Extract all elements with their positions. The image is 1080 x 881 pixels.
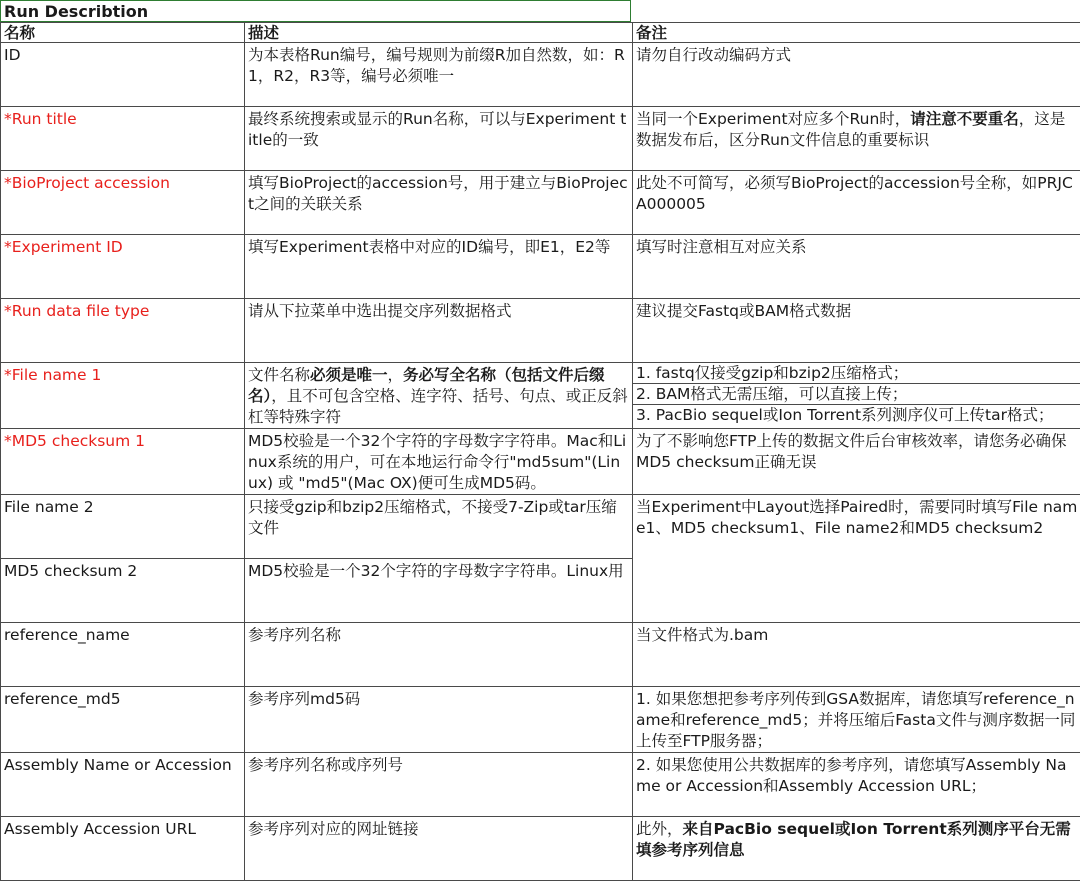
- cell-note[interactable]: [633, 107, 1080, 171]
- cell-text: 为本表格Run编号，编号规则为前缀R加自然数，如：R1，R2，R3等，编号必须唯一: [248, 46, 625, 85]
- cell-text: ，且不可包含空格、连字符、括号、句点、或正反斜杠等特殊字符: [248, 387, 628, 426]
- cell-name[interactable]: *Run title: [1, 107, 245, 171]
- table-row: [1, 687, 1080, 753]
- table-row: [1, 753, 1080, 817]
- sheet-title[interactable]: Run Describtion: [0, 0, 631, 22]
- cell-text: 参考序列对应的网址链接: [248, 820, 419, 838]
- emphasis-text: 来自PacBio sequel或Ion Torrent系列测序平台无需填参考序列信息: [636, 820, 1071, 859]
- emphasis-text: 务必写全名称（包括文件后缀名）: [248, 366, 605, 405]
- cell-text: 当同一个Experiment对应多个Run时，: [636, 110, 910, 128]
- cell-text: MD5校验是一个32个字符的字母数字字符串。Mac和Linux系统的用户，可在本地运行命令行"md5sum"(Linux) 或 "md5"(Mac OX)便可生成MD5码。: [248, 432, 626, 492]
- table-body: [1, 43, 1080, 881]
- note-line: 1. fastq仅接受gzip和bzip2压缩格式；: [633, 363, 1080, 384]
- header-note[interactable]: 备注: [633, 23, 1080, 43]
- run-description-table: [0, 22, 1080, 881]
- cell-note[interactable]: [633, 495, 1080, 623]
- cell-description[interactable]: [245, 623, 633, 687]
- cell-name[interactable]: *Experiment ID: [1, 235, 245, 299]
- cell-text: 当Experiment中Layout选择Paired时，需要同时填写File name1、MD5 checksum1、File name2和MD5 checksum2: [636, 498, 1077, 537]
- header-name[interactable]: 名称: [1, 23, 245, 43]
- cell-text: 请勿自行改动编码方式: [636, 46, 791, 64]
- table-row: [1, 495, 1080, 559]
- cell-note[interactable]: [633, 363, 1080, 429]
- table-row: [1, 107, 1080, 171]
- cell-name[interactable]: Assembly Name or Accession: [1, 753, 245, 817]
- cell-text: 只接受gzip和bzip2压缩格式，不接受7-Zip或tar压缩文件: [248, 498, 617, 537]
- cell-name[interactable]: File name 2: [1, 495, 245, 559]
- cell-text: 建议提交Fastq或BAM格式数据: [636, 302, 851, 320]
- emphasis-text: 必须是唯一: [310, 366, 388, 384]
- cell-text: ，这是数据发布后，区分Run文件信息的重要标识: [636, 110, 1065, 149]
- table-row: [1, 429, 1080, 495]
- cell-note[interactable]: [633, 235, 1080, 299]
- note-line: 2. BAM格式无需压缩，可以直接上传；: [633, 384, 1080, 405]
- header-row: [1, 23, 1080, 43]
- note-line: 3. PacBio sequel或Ion Torrent系列测序仪可上传tar格式；: [636, 405, 1079, 426]
- cell-name[interactable]: *Run data file type: [1, 299, 245, 363]
- cell-description[interactable]: [245, 107, 633, 171]
- cell-text: 请从下拉菜单中选出提交序列数据格式: [248, 302, 512, 320]
- cell-description[interactable]: [245, 429, 633, 495]
- cell-description[interactable]: [245, 495, 633, 559]
- cell-description[interactable]: [245, 363, 633, 429]
- cell-note[interactable]: [633, 299, 1080, 363]
- table-row: [1, 171, 1080, 235]
- table-row: [1, 817, 1080, 881]
- cell-text: MD5校验是一个32个字符的字母数字字符串。Linux用: [248, 562, 624, 580]
- cell-description[interactable]: [245, 235, 633, 299]
- table-row: [1, 235, 1080, 299]
- table-row: [1, 623, 1080, 687]
- cell-note[interactable]: [633, 429, 1080, 495]
- cell-description[interactable]: [245, 559, 633, 623]
- cell-note[interactable]: [633, 623, 1080, 687]
- cell-name[interactable]: MD5 checksum 2: [1, 559, 245, 623]
- cell-text: ，: [388, 366, 404, 384]
- cell-description[interactable]: [245, 299, 633, 363]
- cell-name[interactable]: *MD5 checksum 1: [1, 429, 245, 495]
- cell-text: 此处不可简写，必须写BioProject的accession号全称，如PRJCA000005: [636, 174, 1073, 213]
- cell-description[interactable]: [245, 43, 633, 107]
- cell-description[interactable]: [245, 753, 633, 817]
- cell-text: 1. 如果您想把参考序列传到GSA数据库，请您填写reference_name和reference_md5；并将压缩后Fasta文件与测序数据一同上传至FTP服务器；: [636, 690, 1075, 750]
- table-row: [1, 299, 1080, 363]
- cell-note[interactable]: [633, 687, 1080, 753]
- cell-text: 填写Experiment表格中对应的ID编号，即E1，E2等: [248, 238, 610, 256]
- cell-text: 参考序列名称或序列号: [248, 756, 403, 774]
- cell-text: 参考序列名称: [248, 626, 341, 644]
- cell-text: 2. 如果您使用公共数据库的参考序列，请您填写Assembly Name or Accession和Assembly Accession URL；: [636, 756, 1066, 795]
- cell-name[interactable]: reference_name: [1, 623, 245, 687]
- cell-name[interactable]: Assembly Accession URL: [1, 817, 245, 881]
- cell-text: 文件名称: [248, 366, 310, 384]
- cell-name[interactable]: reference_md5: [1, 687, 245, 753]
- cell-text: 填写BioProject的accession号，用于建立与BioProject之间的关联关系: [248, 174, 628, 213]
- cell-description[interactable]: [245, 171, 633, 235]
- emphasis-text: 请注意不要重名: [910, 110, 1019, 128]
- cell-text: 参考序列md5码: [248, 690, 360, 708]
- cell-description[interactable]: [245, 817, 633, 881]
- cell-name[interactable]: ID: [1, 43, 245, 107]
- cell-note[interactable]: [633, 817, 1080, 881]
- cell-note[interactable]: [633, 171, 1080, 235]
- cell-text: 当文件格式为.bam: [636, 626, 768, 644]
- cell-description[interactable]: [245, 687, 633, 753]
- cell-note[interactable]: [633, 753, 1080, 817]
- cell-text: 此外，: [636, 820, 683, 838]
- cell-note[interactable]: [633, 43, 1080, 107]
- cell-text: 填写时注意相互对应关系: [636, 238, 807, 256]
- header-desc[interactable]: 描述: [245, 23, 633, 43]
- cell-text: 最终系统搜索或显示的Run名称，可以与Experiment title的一致: [248, 110, 626, 149]
- cell-name[interactable]: *BioProject accession: [1, 171, 245, 235]
- cell-name[interactable]: *File name 1: [1, 363, 245, 429]
- table-row: [1, 363, 1080, 429]
- cell-text: 为了不影响您FTP上传的数据文件后台审核效率，请您务必确保MD5 checksum正确无误: [636, 432, 1066, 471]
- table-row: [1, 43, 1080, 107]
